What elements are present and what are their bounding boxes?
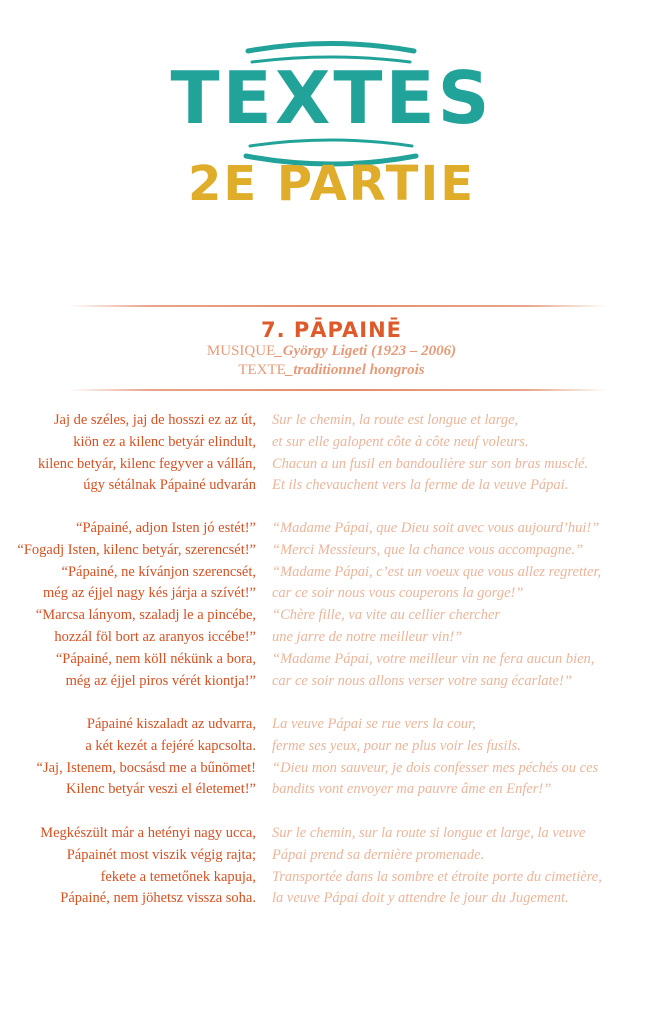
hungarian-verse: “Pápainé, adjon Isten jó estét!”: [76, 520, 256, 536]
verse-line: [0, 410, 663, 432]
hungarian-verse: “Jaj, Istenem, bocsásd me a bűnömet!: [36, 759, 256, 776]
verse-line: [0, 454, 663, 476]
french-translation: “Madame Pápai, c’est un voeux que vous allez regretter,: [272, 563, 602, 580]
french-translation: ferme ses yeux, pour ne plus voir les fusils.: [272, 737, 521, 754]
verse-line: [0, 845, 663, 867]
hungarian-verse: kilenc betyár, kilenc fegyver a vállán,: [37, 455, 256, 472]
verse-line: [0, 518, 663, 540]
verse-line: [0, 779, 663, 801]
french-translation: une jarre de notre meilleur vin!”: [272, 628, 463, 645]
hungarian-verse: “Fogadj Isten, kilenc betyár, szerencsét!”: [17, 541, 256, 558]
hungarian-verse: Megkészült már a hetényi nagy ucca,: [40, 825, 256, 841]
verse-line: [0, 540, 663, 562]
hungarian-verse: még az éjjel nagy kés járja a szívét!”: [43, 585, 256, 602]
hungarian-verse: Kilenc betyár veszi el életemet!”: [65, 781, 256, 798]
verse-line: [0, 432, 663, 454]
hungarian-verse: “Pápainé, ne kívánjon szerencsét,: [61, 563, 256, 580]
french-translation: Transportée dans la sombre et étroite porte du cimetière,: [272, 868, 602, 885]
verse-line: [0, 583, 663, 605]
piece-title: 7. PĀPAINĒ: [261, 318, 402, 342]
hungarian-verse: Pápainé, nem jöhetsz vissza soha.: [60, 890, 256, 907]
hungarian-verse: kiön ez a kilenc betyár elindult,: [73, 433, 256, 450]
verse-line: [0, 671, 663, 693]
music-credit: [0, 343, 663, 360]
verse-line: [0, 649, 663, 671]
french-translation: Pápai prend sa dernière promenade.: [272, 846, 485, 863]
text-credit: [0, 362, 663, 379]
hungarian-verse: a két kezét a fejéré kapcsolta.: [85, 737, 256, 754]
hungarian-verse: Jaj de széles, jaj de hosszi ez az út,: [53, 412, 256, 428]
verse-line: [0, 627, 663, 649]
french-translation: Chacun a un fusil en bandoulière sur son bras musclé.: [272, 455, 589, 472]
french-translation: car ce soir nous vous couperons la gorge!”: [272, 585, 524, 602]
french-translation: Et ils chevauchent vers la ferme de la veuve Pápai.: [272, 477, 569, 494]
french-translation: Sur le chemin, sur la route si longue et large, la veuve: [272, 825, 586, 841]
french-translation: “Merci Messieurs, que la chance vous accompagne.”: [272, 541, 584, 558]
hungarian-verse: Pápainét most viszik végig rajta;: [66, 846, 256, 863]
verse-line: [0, 758, 663, 780]
verse-line: [0, 736, 663, 758]
french-translation: “Madame Pápai, votre meilleur vin ne fera aucun bien,: [272, 650, 595, 667]
logo-title-textes: TEXTES: [170, 56, 493, 140]
logo-subtitle-partie: 2E PARTIE: [187, 156, 475, 212]
verse-line: [0, 823, 663, 845]
hungarian-verse: “Pápainé, nem köll nékünk a bora,: [55, 650, 256, 667]
verse-line: [0, 714, 663, 736]
divider-bottom: [68, 389, 608, 391]
verse-line: [0, 867, 663, 889]
french-translation: car ce soir nous allons verser votre sang écarlate!”: [272, 672, 572, 689]
music-composer: _György Ligeti (1923 – 2006): [275, 343, 457, 359]
french-translation: bandits vont envoyer ma pauvre âme en Enfer!”: [272, 781, 552, 798]
text-source: _traditionnel hongrois: [285, 362, 425, 378]
textes-logo: [0, 38, 663, 218]
french-translation: et sur elle galopent côte à côte neuf voleurs.: [272, 433, 529, 450]
french-translation: la veuve Pápai doit y attendre le jour du Jugement.: [272, 890, 569, 907]
french-translation: La veuve Pápai se rue vers la cour,: [272, 716, 476, 732]
stanza: [0, 714, 663, 801]
french-translation: Sur le chemin, la route est longue et large,: [272, 412, 519, 428]
hungarian-verse: “Marcsa lányom, szaladj le a pincébe,: [35, 607, 256, 624]
hungarian-verse: fekete a temetőnek kapuja,: [100, 868, 256, 885]
stanza: [0, 823, 663, 910]
verse-line: [0, 888, 663, 910]
french-translation: “Dieu mon sauveur, je dois confesser mes péchés ou ces: [272, 759, 599, 776]
french-translation: “Madame Pápai, que Dieu soit avec vous aujourd’hui!”: [272, 520, 600, 536]
verse-line: [0, 475, 663, 497]
divider-top: [68, 305, 608, 307]
stanza: [0, 518, 663, 692]
verse-line: [0, 605, 663, 627]
hungarian-verse: Pápainé kiszaladt az udvarra,: [86, 716, 256, 732]
stanza: [0, 410, 663, 497]
hungarian-verse: úgy sétálnak Pápainé udvarán: [83, 477, 256, 494]
verse-line: [0, 562, 663, 584]
text-label: TEXTE: [238, 362, 286, 378]
hungarian-verse: hozzál föl bort az aranyos iccébe!”: [54, 628, 256, 645]
french-translation: “Chère fille, va vite au cellier chercher: [272, 607, 501, 624]
hungarian-verse: még az éjjel piros vérét kiontja!”: [65, 672, 256, 689]
music-label: MUSIQUE: [206, 343, 276, 359]
